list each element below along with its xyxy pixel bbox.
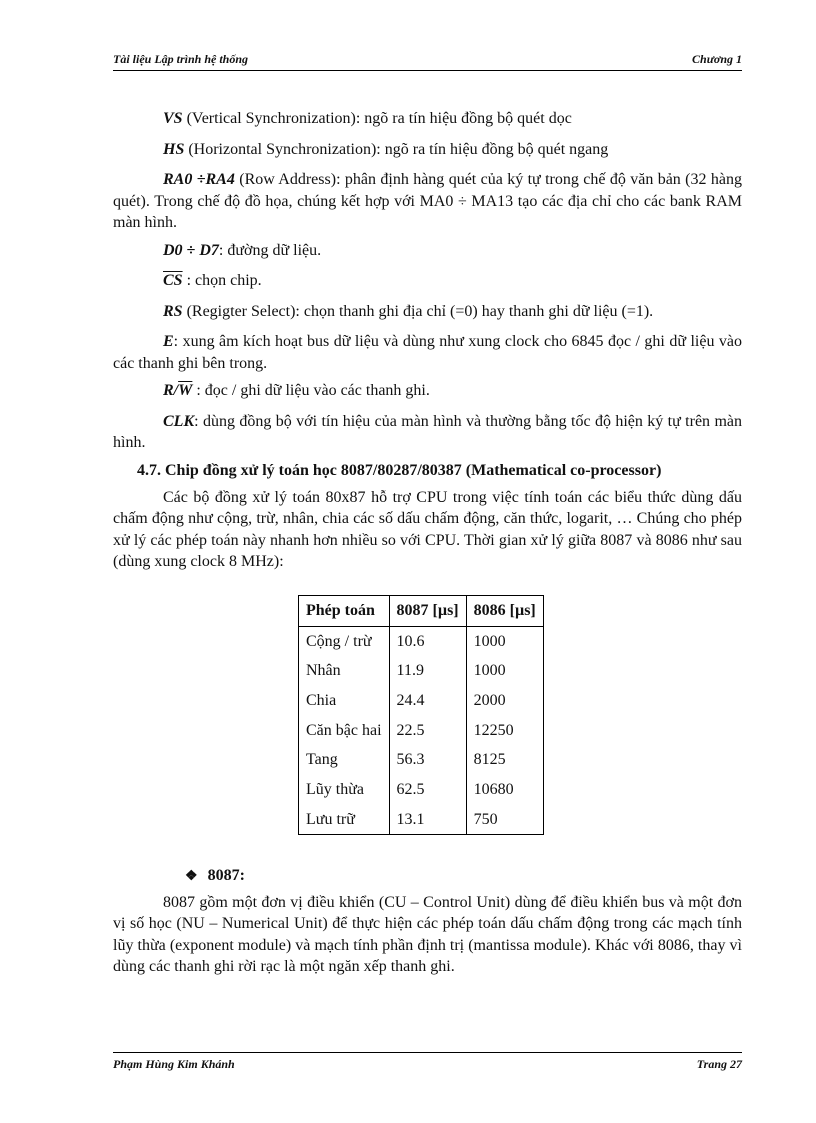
signal-rw: $R/\overline{W}$ : đọc / ghi dữ liệu vào các thanh ghi.: [163, 382, 430, 399]
section-heading: 4.7. Chip đồng xử lý toán học 8087/80287/80387 (Mathematical co-processor): [137, 461, 662, 479]
subsection-text: 8087 gồm một đơn vị điều khiển (CU – Control Unit) dùng để điều khiển bus và một đơn vị số học (NU – Numerical Unit) để thực hiện các phép toán dấu chấm động trong các mạch tính lũy thừa (exponent module) và mạch tính phần định trị (mantissa module). Khác với 8086, thay vì dùng các thanh ghi rời rạc là một ngăn xếp thanh ghi.: [113, 893, 742, 976]
table-row: Lưu trữ 13.1 750: [299, 805, 544, 835]
header-chapter: Chương 1: [692, 52, 742, 66]
signal-rs: RS (Regigter Select): chọn thanh ghi địa chỉ (=0) hay thanh ghi dữ liệu (=1).: [163, 302, 654, 320]
footer-page-number: Trang 27: [696, 1057, 742, 1071]
table-row: Nhân 11.9 1000: [299, 656, 544, 686]
page-footer: [113, 1052, 742, 1075]
table-row: Chia 24.4 2000: [299, 686, 544, 716]
table-header-cell: Phép toán: [299, 595, 390, 626]
signal-hs: HS (Horizontal Synchronization): ngõ ra tín hiệu đồng bộ quét ngang: [163, 140, 609, 158]
signal-d: D0 ÷ D7: đường dữ liệu.: [163, 241, 322, 259]
subsection-heading: ❖ 8087:: [185, 867, 245, 885]
page-header: [113, 52, 742, 71]
header-title: Tài liệu Lập trình hệ thống: [113, 52, 249, 66]
table-header-cell: 8087 [µs]: [389, 595, 466, 626]
table-row: Tang 56.3 8125: [299, 745, 544, 775]
footer-author: Phạm Hùng Kim Khánh: [113, 1057, 235, 1071]
table-header-row: [299, 595, 544, 626]
diamond-bullet-icon: ❖: [185, 869, 198, 885]
signal-ra: RA0 ÷RA4 (Row Address): phân định hàng quét của ký tự trong chế độ văn bản (32 hàng quét). Trong chế độ đồ họa, chúng kết hợp với MA0 ÷ MA13 tạo các địa chỉ cho các bank RAM màn hình.: [113, 171, 742, 231]
timing-table: [298, 595, 544, 836]
signal-cs: $\overline{CS}$ : chọn chip.: [163, 272, 262, 289]
section-intro: Các bộ đồng xử lý toán 80x87 hỗ trợ CPU trong việc tính toán các biểu thức dùng dấu chấm động như cộng, trừ, nhân, chia các số dấu chấm động, căn thức, logarit, … Chúng cho phép xử lý các phép toán này nhanh hơn nhiều so với CPU. Thời gian xử lý giữa 8087 và 8086 như sau (dùng xung clock 8 MHz):: [113, 488, 742, 570]
table-row: Căn bậc hai 22.5 12250: [299, 716, 544, 746]
signal-e: E: xung âm kích hoạt bus dữ liệu và dùng như xung clock cho 6845 đọc / ghi dữ liệu vào các thanh ghi bên trong.: [113, 333, 742, 372]
page-content: [113, 108, 742, 984]
table-row: Lũy thừa 62.5 10680: [299, 775, 544, 805]
signal-vs: VS (Vertical Synchronization): ngõ ra tín hiệu đồng bộ quét dọc: [163, 110, 572, 127]
signal-clk: CLK: dùng đồng bộ với tín hiệu của màn hình và thường bằng tốc độ hiện ký tự trên màn hình.: [113, 412, 742, 451]
table-row: Cộng / trừ 10.6 1000: [299, 626, 544, 656]
table-header-cell: 8086 [µs]: [466, 595, 543, 626]
